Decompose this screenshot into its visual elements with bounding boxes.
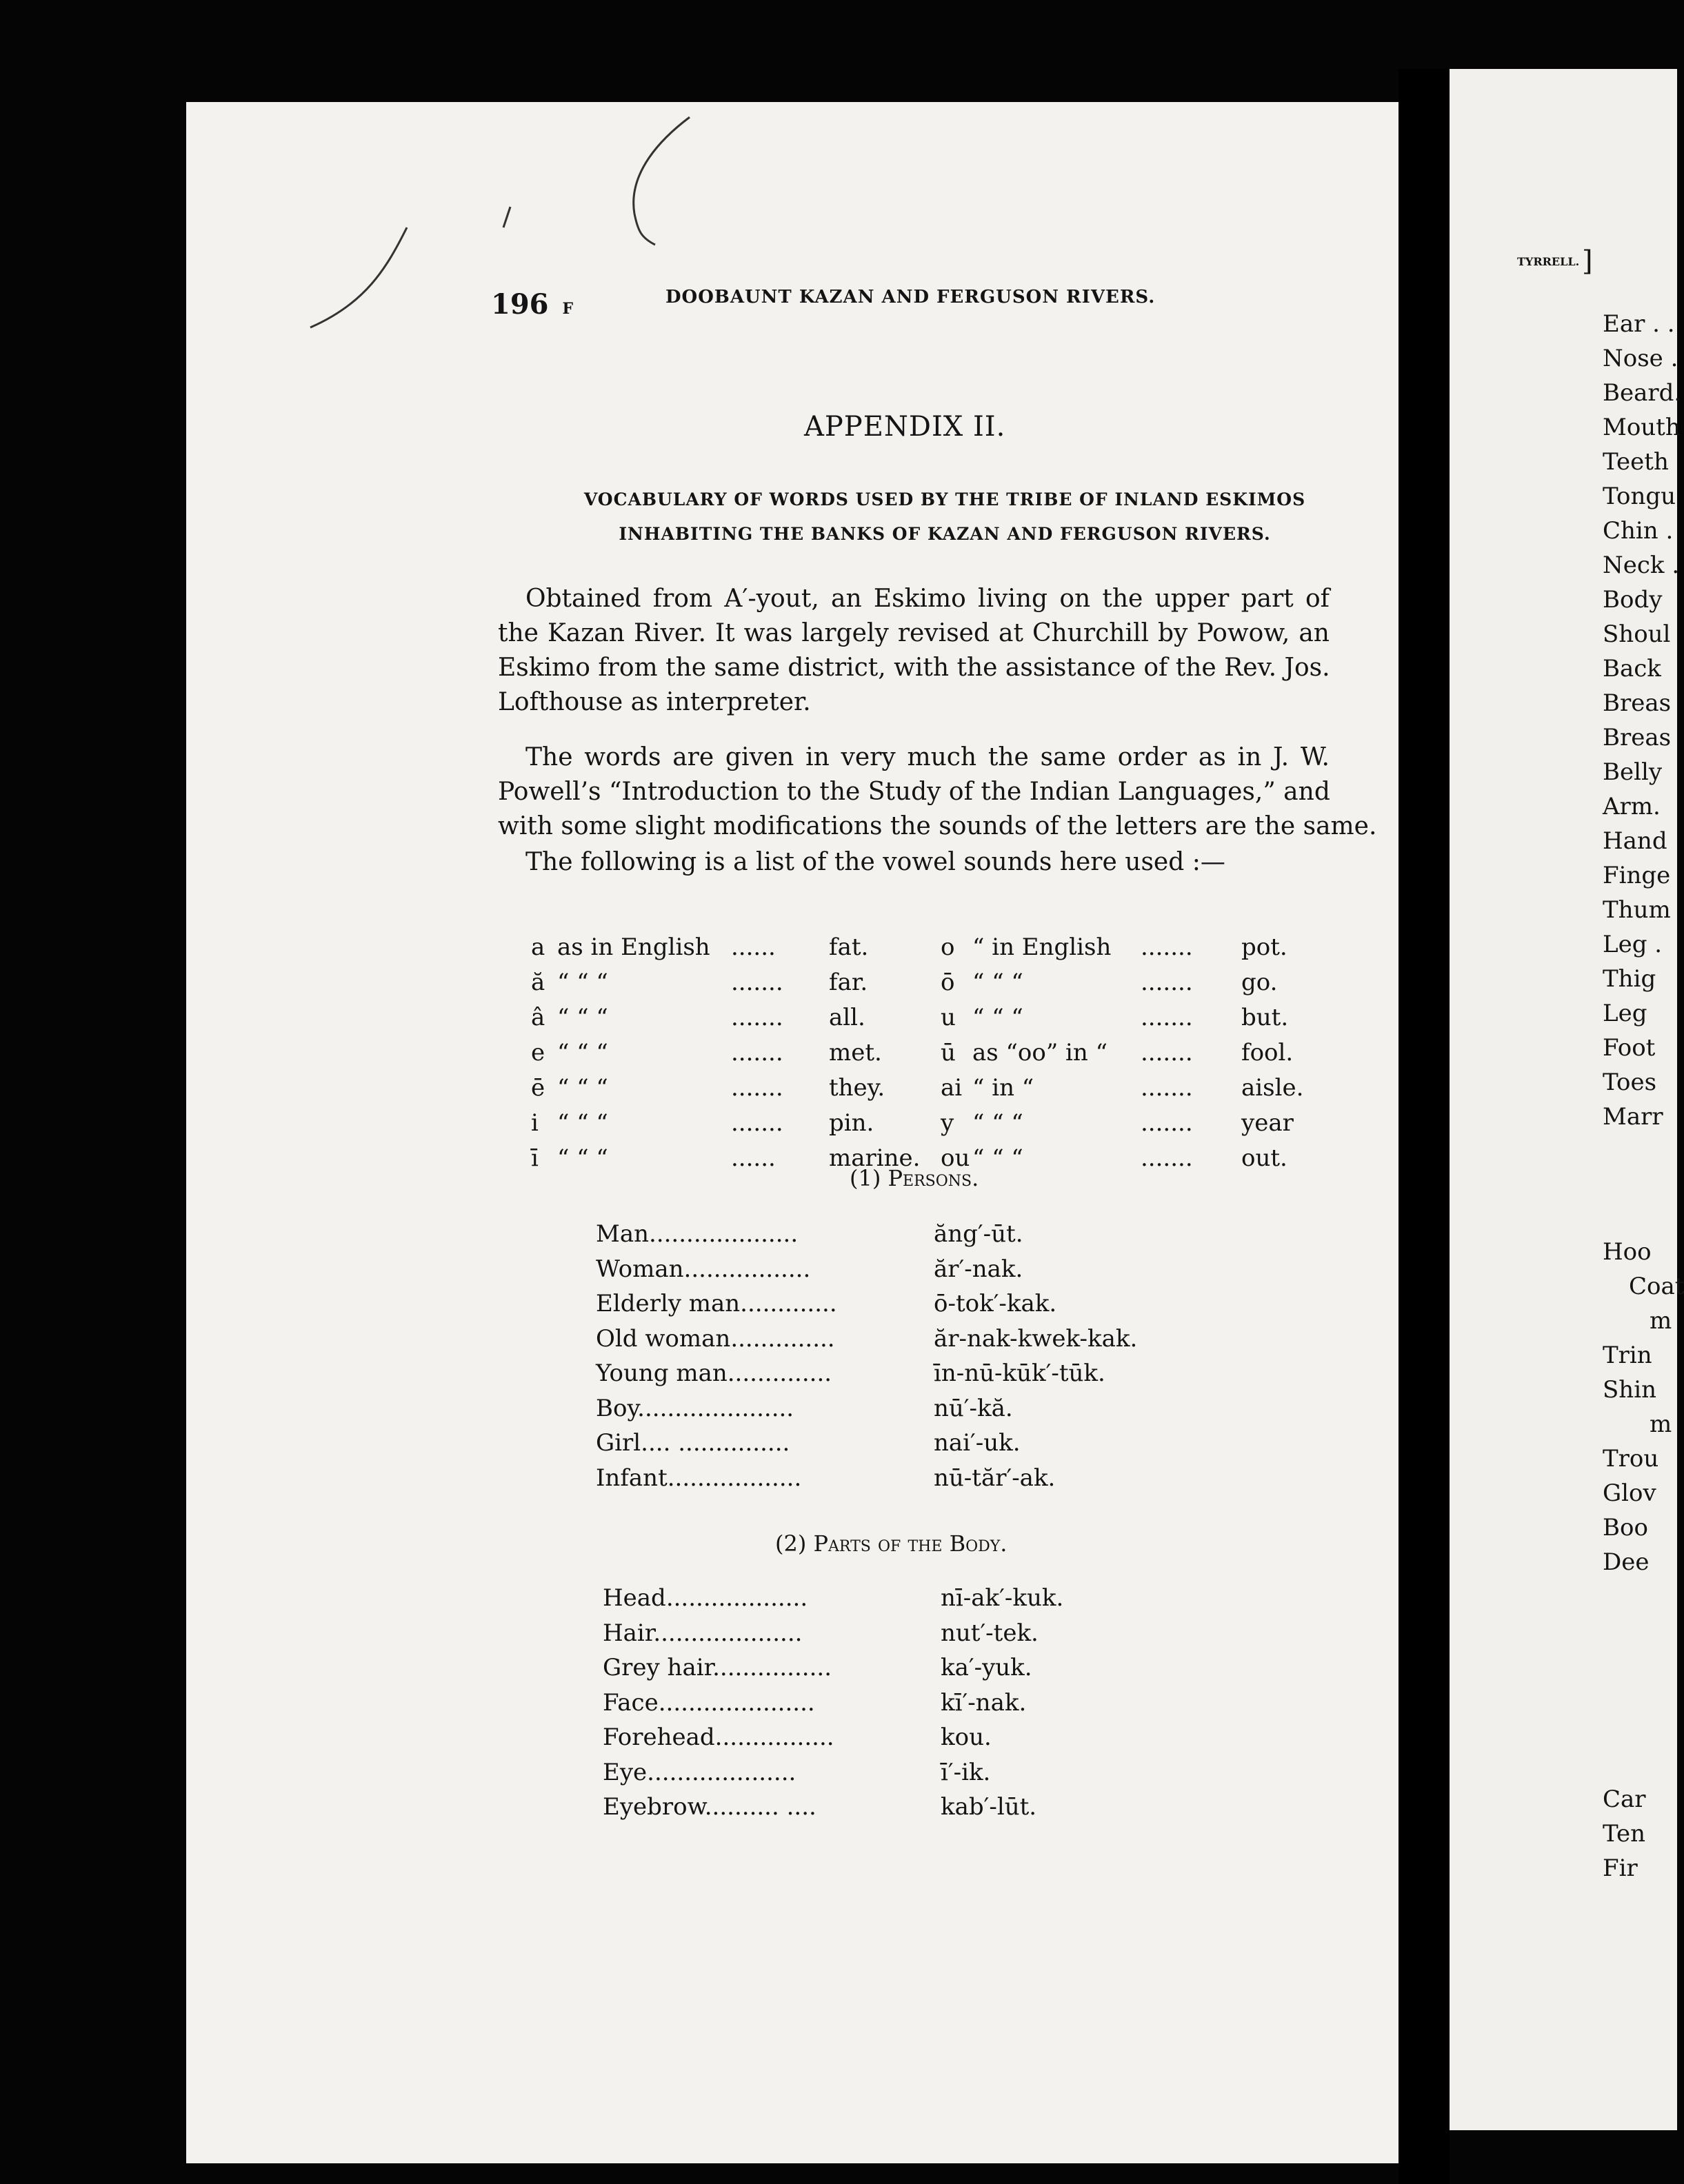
vowel-l-dots: ....... <box>731 1109 783 1137</box>
english-word <box>596 1395 794 1422</box>
vowel-r-dots: ....... <box>1141 1004 1193 1031</box>
vowel-row <box>531 969 1331 1003</box>
vowel-r-dots: ....... <box>1141 1074 1193 1102</box>
right-page-word: Teeth <box>1603 448 1669 476</box>
vowel-l-dots: ....... <box>731 969 783 996</box>
vowel-row <box>531 1004 1331 1038</box>
section-2-title: Parts of the Body. <box>813 1530 1008 1557</box>
english-word <box>603 1689 815 1717</box>
leader-dots: .................... <box>648 1220 799 1248</box>
right-page-word: Fir <box>1603 1854 1638 1882</box>
vowel-r-sym: ō <box>941 969 955 996</box>
leader-dots: ................ <box>714 1723 834 1751</box>
vocab-entry <box>596 1395 1147 1429</box>
eskimo-word: kou. <box>941 1723 992 1751</box>
english-word-text: Elderly man <box>596 1290 741 1317</box>
right-page-word: Neck . <box>1603 552 1680 579</box>
section-2-number: (2) <box>775 1530 807 1557</box>
eskimo-word: nū-tăr′-ak. <box>934 1464 1056 1492</box>
eskimo-word: ăr-nak-kwek-kak. <box>934 1324 1138 1353</box>
leader-dots: .................... <box>653 1619 803 1647</box>
vowel-l-sym: a <box>531 933 545 961</box>
eskimo-word: kab′-lūt. <box>941 1793 1037 1821</box>
leader-dots: ................ <box>712 1654 832 1681</box>
right-page-word: Marr <box>1603 1103 1663 1131</box>
vowel-l-dots: ...... <box>731 1144 776 1172</box>
english-word-text: Man <box>596 1220 649 1248</box>
leader-dots: .................. <box>667 1464 802 1492</box>
right-page-word: Hand <box>1603 827 1667 855</box>
vowel-l-as: “ “ “ <box>557 1004 608 1031</box>
right-page-word: Trin <box>1603 1342 1652 1369</box>
english-word-text: Forehead <box>603 1723 715 1751</box>
vowel-r-sym: u <box>941 1004 956 1031</box>
eskimo-word: ī′-ik. <box>941 1758 991 1786</box>
paragraph-1-line: Eskimo from the same district, with the assistance of the Rev. Jos. <box>498 654 1330 682</box>
vowel-r-word: fool. <box>1241 1039 1294 1066</box>
vowel-l-as: “ “ “ <box>557 1109 608 1137</box>
eskimo-word: īn-nū-kūk′-tūk. <box>934 1359 1105 1387</box>
right-page-word: Toes <box>1603 1069 1657 1096</box>
english-word-text: Girl <box>596 1429 641 1457</box>
right-page-word: Glov <box>1603 1479 1656 1507</box>
english-word-text: Boy <box>596 1394 638 1422</box>
eskimo-word: nī-ak′-kuk. <box>941 1584 1064 1612</box>
vowel-r-word: pot. <box>1241 933 1287 961</box>
vowel-l-word: all. <box>829 1004 865 1031</box>
paragraph-3: The following is a list of the vowel sounds here used :— <box>525 848 1225 876</box>
right-page-word: Thum <box>1603 896 1671 924</box>
right-page-word: Breas <box>1603 724 1672 751</box>
eskimo-word: nut′-tek. <box>941 1619 1039 1647</box>
eskimo-word: kī′-nak. <box>941 1688 1027 1717</box>
english-word <box>603 1619 802 1647</box>
vowel-row <box>531 933 1331 968</box>
english-word <box>603 1793 816 1821</box>
running-title: DOOBAUNT KAZAN AND FERGUSON RIVERS. <box>665 287 1156 307</box>
section-1-number: (1) <box>850 1165 881 1191</box>
vowel-r-as: “ “ “ <box>972 1004 1023 1031</box>
right-page-word: Dee <box>1603 1548 1650 1576</box>
vocab-entry <box>603 1689 1154 1723</box>
right-page-word: Leg . <box>1603 931 1663 958</box>
right-page-word: Body <box>1603 586 1663 614</box>
right-page-word: Shoul <box>1603 620 1671 648</box>
right-header-bracket: ] <box>1582 245 1593 277</box>
leader-dots: ................... <box>665 1584 808 1612</box>
eskimo-word: ăng′-ūt. <box>934 1220 1023 1248</box>
paragraph-1-line: Lofthouse as interpreter. <box>498 688 811 716</box>
english-word-text: Woman <box>596 1255 684 1283</box>
vowel-r-dots: ....... <box>1141 1144 1193 1172</box>
right-page-word: Breas <box>1603 689 1672 717</box>
section-2-heading <box>775 1530 1007 1557</box>
vowel-l-sym: ē <box>531 1074 545 1102</box>
vowel-r-sym: ai <box>941 1074 963 1102</box>
vowel-r-as: “ in English <box>972 933 1112 961</box>
vowel-row <box>531 1074 1331 1109</box>
vocab-entry <box>596 1359 1147 1394</box>
vocab-entry <box>603 1759 1154 1793</box>
english-word-text: Eyebrow <box>603 1793 705 1821</box>
eskimo-word: ăr′-nak. <box>934 1255 1023 1283</box>
leader-dots: .............. <box>727 1359 832 1387</box>
right-page-word: Hoo <box>1603 1238 1652 1266</box>
page-number-value: 196 <box>491 288 549 321</box>
leader-dots: .... ............... <box>641 1429 790 1457</box>
vowel-l-as: “ “ “ <box>557 1039 608 1066</box>
right-page-word: Tongu <box>1603 483 1676 510</box>
vowel-l-sym: â <box>531 1004 545 1031</box>
vowel-r-word: go. <box>1241 969 1278 996</box>
leader-dots: ................. <box>683 1255 811 1283</box>
english-word <box>603 1584 808 1612</box>
vocab-heading-line1: VOCABULARY OF WORDS USED BY THE TRIBE OF INLAND ESKIMOS <box>583 489 1306 509</box>
right-page-word: Ten <box>1603 1820 1646 1848</box>
right-page-word: Belly <box>1603 758 1663 786</box>
vocab-entry <box>603 1654 1154 1688</box>
vowel-l-dots: ...... <box>731 933 776 961</box>
paragraph-1-line: Obtained from A′-yout, an Eskimo living on the upper part of <box>525 585 1330 613</box>
right-page-word: Mouth <box>1603 414 1681 441</box>
paragraph-1-line: the Kazan River. It was largely revised at Churchill by Powow, an <box>498 619 1330 647</box>
right-page-word: Car <box>1603 1786 1646 1813</box>
section-1-title: Persons. <box>888 1165 979 1191</box>
vowel-l-dots: ....... <box>731 1039 783 1066</box>
right-page-word: Finge <box>1603 862 1671 889</box>
vowel-l-word: they. <box>829 1074 885 1102</box>
vocab-entry <box>596 1255 1147 1290</box>
vowel-r-dots: ....... <box>1141 969 1193 996</box>
leader-dots: .............. <box>730 1324 835 1353</box>
right-page-word: Shin <box>1603 1376 1656 1404</box>
leader-dots: .......... .... <box>704 1793 816 1821</box>
vowel-r-word: but. <box>1241 1004 1289 1031</box>
vowel-r-as: as “oo” in “ <box>972 1039 1107 1066</box>
eskimo-word: ka′-yuk. <box>941 1654 1032 1681</box>
right-page-word: Back <box>1603 655 1661 682</box>
vowel-l-word: fat. <box>829 933 869 961</box>
vowel-l-dots: ....... <box>731 1074 783 1102</box>
right-page-word: Beard. <box>1603 379 1682 407</box>
vowel-l-word: far. <box>829 969 868 996</box>
page-number <box>491 288 573 321</box>
vowel-l-as: “ “ “ <box>557 1144 608 1172</box>
vowel-l-sym: i <box>531 1109 539 1137</box>
vowel-l-as: “ “ “ <box>557 1074 608 1102</box>
leader-dots: ..................... <box>658 1688 815 1717</box>
leader-dots: ............. <box>740 1290 837 1317</box>
right-page-word: m <box>1650 1307 1672 1335</box>
english-word <box>596 1464 801 1492</box>
vocab-entry <box>596 1220 1147 1255</box>
vowel-r-as: “ “ “ <box>972 969 1023 996</box>
vocab-entry <box>596 1290 1147 1324</box>
vowel-l-word: pin. <box>829 1109 874 1137</box>
vowel-r-word: year <box>1241 1109 1294 1137</box>
vocab-entry <box>596 1464 1147 1499</box>
vowel-l-sym: ă <box>531 969 545 996</box>
right-page-word: m <box>1650 1410 1672 1438</box>
english-word-text: Hair <box>603 1619 654 1647</box>
book-gutter <box>1399 69 1450 2184</box>
vowel-l-as: as in English <box>557 933 710 961</box>
vocab-entry <box>603 1619 1154 1654</box>
right-page-word: Nose . <box>1603 345 1678 372</box>
english-word <box>596 1325 835 1353</box>
vocab-entry <box>603 1723 1154 1758</box>
vowel-r-as: “ “ “ <box>972 1109 1023 1137</box>
paragraph-2-line: The words are given in very much the same order as in J. W. <box>525 743 1330 771</box>
english-word <box>596 1359 832 1387</box>
vocab-heading-line2: INHABITING THE BANKS OF KAZAN AND FERGUSON RIVERS. <box>619 524 1271 544</box>
vowel-l-as: “ “ “ <box>557 969 608 996</box>
right-page-word: Thig <box>1603 965 1656 993</box>
vowel-r-dots: ....... <box>1141 1109 1193 1137</box>
english-word-text: Infant <box>596 1464 668 1492</box>
vocab-entry <box>596 1429 1147 1464</box>
paragraph-2-line: with some slight modifications the sounds of the letters are the same. <box>498 812 1377 840</box>
vowel-row <box>531 1039 1331 1073</box>
appendix-title: APPENDIX II. <box>804 411 1006 443</box>
vowel-r-dots: ....... <box>1141 1039 1193 1066</box>
english-word-text: Old woman <box>596 1324 731 1353</box>
vowel-r-sym: o <box>941 933 955 961</box>
paragraph-2-line: Powell’s “Introduction to the Study of the Indian Languages,” and <box>498 778 1330 806</box>
right-page-header: TYRRELL. <box>1517 255 1580 268</box>
eskimo-word: ō-tok′-kak. <box>934 1290 1057 1317</box>
english-word-text: Grey hair <box>603 1654 713 1681</box>
english-word <box>596 1220 798 1248</box>
english-word <box>596 1429 790 1457</box>
eskimo-word: nai′-uk. <box>934 1429 1021 1457</box>
right-page-word: Ear . . <box>1603 310 1675 338</box>
english-word-text: Face <box>603 1688 659 1717</box>
vowel-l-word: marine. <box>829 1144 921 1172</box>
vowel-r-word: out. <box>1241 1144 1287 1172</box>
vocab-entry <box>603 1584 1154 1619</box>
english-word <box>603 1759 796 1786</box>
vocab-entry <box>603 1793 1154 1828</box>
english-word-text: Eye <box>603 1758 648 1786</box>
vowel-r-sym: ou <box>941 1144 970 1172</box>
english-word <box>603 1654 832 1681</box>
vowel-r-word: aisle. <box>1241 1074 1304 1102</box>
right-page-word: Foot <box>1603 1034 1656 1062</box>
english-word-text: Young man <box>596 1359 728 1387</box>
page-number-suffix: F <box>562 300 574 318</box>
english-word <box>603 1723 834 1751</box>
vowel-r-as: “ “ “ <box>972 1144 1023 1172</box>
leader-dots: ..................... <box>637 1394 794 1422</box>
english-word <box>596 1290 837 1317</box>
vowel-r-as: “ in “ <box>972 1074 1034 1102</box>
english-word <box>596 1255 810 1283</box>
right-page-word: Trou <box>1603 1445 1659 1473</box>
right-page-word: Coat <box>1629 1273 1684 1300</box>
leader-dots: .................... <box>647 1758 796 1786</box>
vowel-r-sym: y <box>941 1109 954 1137</box>
vowel-row <box>531 1109 1331 1144</box>
english-word-text: Head <box>603 1584 666 1612</box>
vocab-entry <box>596 1325 1147 1359</box>
vowel-l-dots: ....... <box>731 1004 783 1031</box>
right-page-word: Chin . <box>1603 517 1674 545</box>
vowel-r-sym: ū <box>941 1039 956 1066</box>
vowel-r-dots: ....... <box>1141 933 1193 961</box>
right-page-word: Arm. <box>1603 793 1661 820</box>
right-page-word: Leg <box>1603 1000 1647 1027</box>
vowel-l-sym: e <box>531 1039 545 1066</box>
vowel-l-word: met. <box>829 1039 882 1066</box>
section-1-heading <box>850 1165 979 1191</box>
eskimo-word: nū′-kă. <box>934 1394 1013 1422</box>
vowel-l-sym: ī <box>531 1144 539 1172</box>
right-page-word: Boo <box>1603 1514 1648 1541</box>
